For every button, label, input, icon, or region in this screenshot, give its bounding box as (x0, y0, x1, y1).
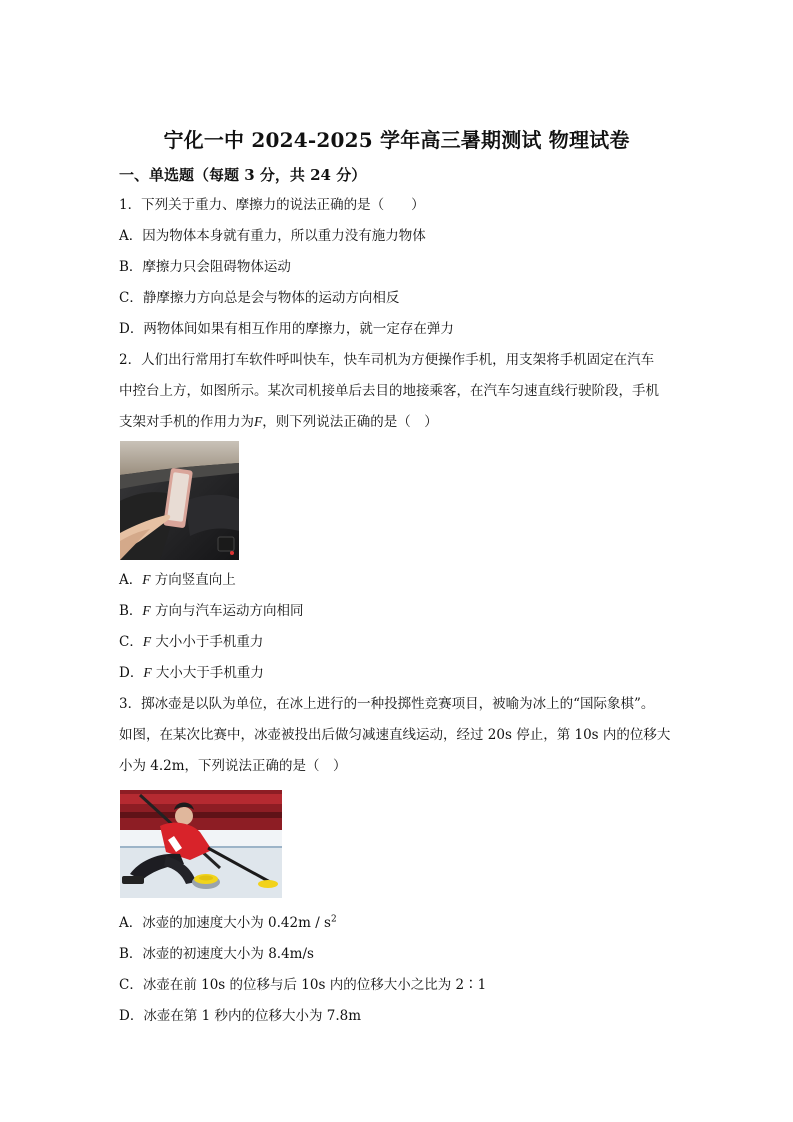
question-2-option-d: D．F 大小大于手机重力 (119, 665, 264, 681)
question-1-option-d: D．两物体间如果有相互作用的摩擦力，就一定存在弹力 (119, 321, 454, 337)
question-3-option-d: D．冰壶在第 1 秒内的位移大小为 7.8m (119, 1008, 362, 1024)
question-2-stem-line3: 支架对手机的作用力为F，则下列说法正确的是（ ） (119, 414, 438, 430)
force-symbol: F (254, 414, 263, 429)
question-2-option-c: C．F 大小小于手机重力 (119, 634, 264, 650)
question-3-option-c: C．冰壶在前 10s 的位移与后 10s 内的位移大小之比为 2∶1 (119, 977, 487, 993)
question-2-option-b: B．F 方向与汽车运动方向相同 (119, 603, 304, 619)
question-3-option-a: A．冰壶的加速度大小为 $0.42m / s^2$ (119, 914, 337, 931)
curling-photo (120, 790, 282, 898)
question-3-stem-line2: 如图，在某次比赛中，冰壶被投出后做匀减速直线运动，经过 20s 停止，第 10s 内的位移大 (119, 727, 671, 743)
question-1-option-b: B．摩擦力只会阻碍物体运动 (119, 259, 291, 275)
question-1-option-a: A．因为物体本身就有重力，所以重力没有施力物体 (119, 228, 426, 244)
question-1-option-c: C．静摩擦力方向总是会与物体的运动方向相反 (119, 290, 400, 306)
section-heading: 一、单选题（每题 3 分，共 24 分） (119, 166, 367, 184)
question-3-stem-line3: 小为 4.2m，下列说法正确的是（ ） (119, 758, 347, 774)
phone-mount-photo (120, 441, 239, 560)
question-2-stem-line2: 中控台上方，如图所示。某次司机接单后去目的地接乘客，在汽车匀速直线行驶阶段，手机 (119, 383, 659, 399)
page-title: 宁化一中 2024-2025 学年高三暑期测试 物理试卷 (163, 128, 630, 152)
question-3-stem-line1: 3．掷冰壶是以队为单位，在冰上进行的一种投掷性竞赛项目，被喻为冰上的“国际象棋”。 (119, 696, 655, 712)
question-2-option-a: A．F 方向竖直向上 (119, 572, 236, 588)
question-3-option-b: B．冰壶的初速度大小为 8.4m/s (119, 946, 314, 962)
question-2-stem-line1: 2．人们出行常用打车软件呼叫快车，快车司机为方便操作手机，用支架将手机固定在汽车 (119, 352, 655, 368)
question-1-stem: 1．下列关于重力、摩擦力的说法正确的是（ ） (119, 197, 425, 213)
